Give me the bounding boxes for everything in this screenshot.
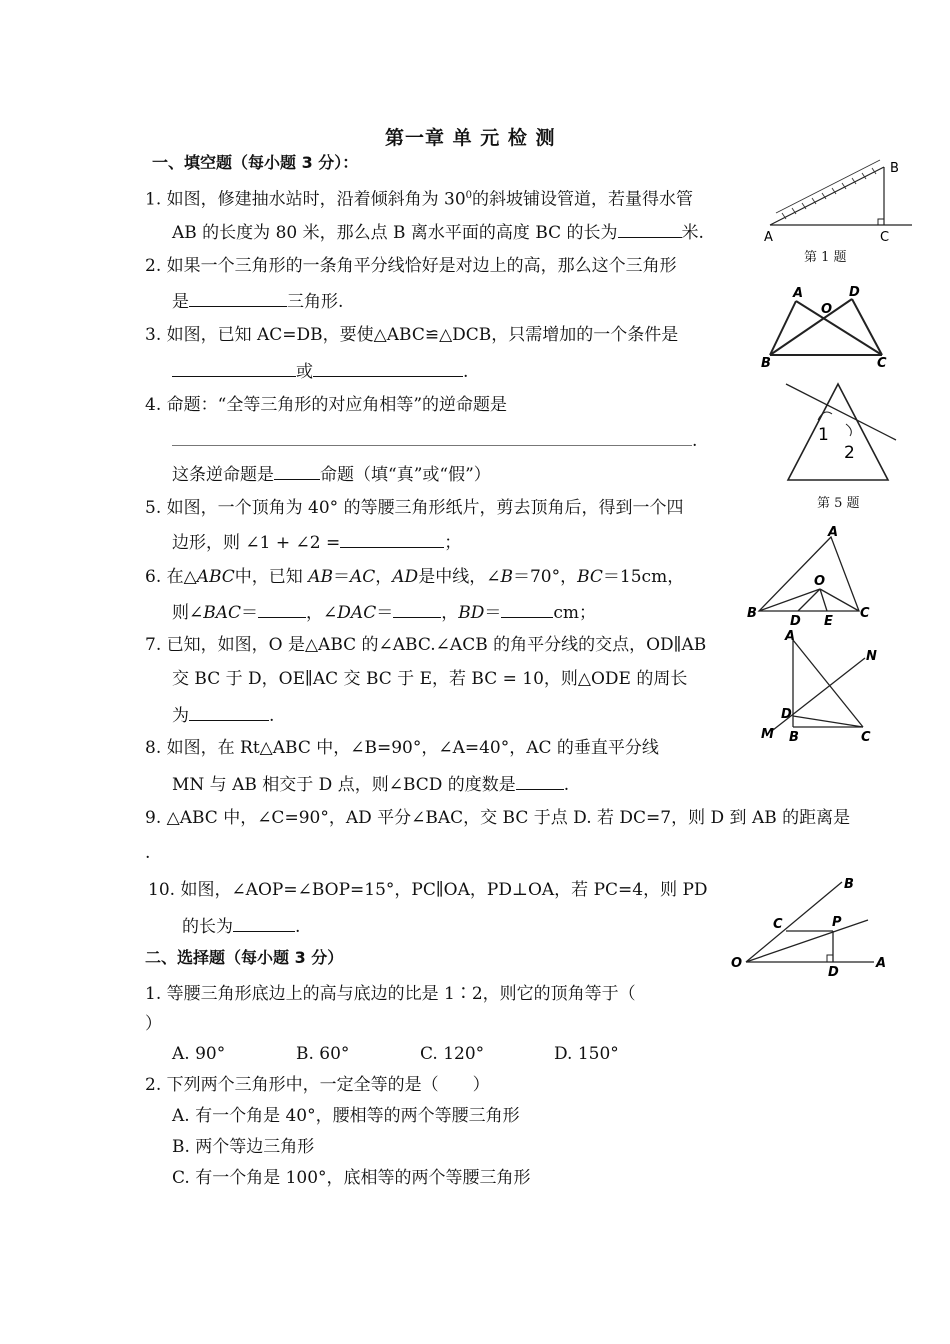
fig6-label-d: D xyxy=(828,965,839,980)
question-4-line-2: . xyxy=(172,429,697,451)
figure-5-perpendicular-bisector xyxy=(755,630,890,748)
fig6-label-c: C xyxy=(773,917,783,932)
fig5-label-b: B xyxy=(789,730,799,745)
question-10-line-1: 10. 如图，∠AOP=∠BOP=15°，PC∥OA，PD⊥OA，若 PC=4，则 PD xyxy=(148,880,708,900)
question-7-line-3: 为 . xyxy=(172,706,275,726)
question-1-line-2: AB 的长度为 80 米，那么点 B 离水平面的高度 BC 的长为 米. xyxy=(172,223,704,243)
fig4-label-c: C xyxy=(860,606,870,621)
question-5-line-1: 5. 如图，一个顶角为 40° 的等腰三角形纸片，剪去顶角后，得到一个四 xyxy=(145,498,684,518)
figure-3-cut-triangle xyxy=(780,378,900,488)
question-2-line-1: 2. 如果一个三角形的一条角平分线恰好是对边上的高，那么这个三角形 xyxy=(145,256,677,276)
fig4-label-o: O xyxy=(814,574,826,589)
question-9-line-1: 9. △ABC 中，∠C=90°，AD 平分∠BAC，交 BC 于点 D. 若 DC=7，则 D 到 AB 的距离是 xyxy=(145,808,851,828)
choice-1-stem: 1. 等腰三角形底边上的高与底边的比是 1∶2，则它的顶角等于（ xyxy=(145,984,636,1004)
fig4-label-b: B xyxy=(747,606,757,621)
question-4-line-1: 4. 命题：“全等三角形的对应角相等”的逆命题是 xyxy=(145,395,508,415)
fig4-label-d: D xyxy=(790,614,801,629)
fig6-label-p: P xyxy=(832,915,842,930)
fig5-label-a: A xyxy=(785,629,796,644)
figure-6-angle-bisector xyxy=(728,872,893,982)
fig6-label-a: A xyxy=(876,956,887,971)
answer-blank[interactable] xyxy=(313,360,463,377)
fig2-label-b: B xyxy=(761,356,771,371)
answer-blank[interactable] xyxy=(340,531,444,548)
choice-1-option-d[interactable]: D. 150° xyxy=(554,1044,619,1064)
section-fill-in-heading: 一、填空题（每小题 3 分）： xyxy=(152,153,359,172)
fig5-label-c: C xyxy=(861,730,871,745)
question-7-line-2: 交 BC 于 D，OE∥AC 交 BC 于 E，若 BC = 10，则△ODE 的周长 xyxy=(172,669,688,689)
answer-blank[interactable] xyxy=(172,360,296,377)
fig2-label-d: D xyxy=(849,285,860,300)
choice-1-option-a[interactable]: A. 90° xyxy=(172,1044,226,1064)
choice-1-option-b[interactable]: B. 60° xyxy=(296,1044,350,1064)
figure-3-caption: 第 5 题 xyxy=(817,496,860,511)
figure-2-triangles xyxy=(760,285,895,370)
fig3-label-2: 2 xyxy=(844,443,855,463)
answer-blank[interactable] xyxy=(258,601,306,618)
question-3-line-1: 3. 如图，已知 AC=DB，要使△ABC≌△DCB，只需增加的一个条件是 xyxy=(145,325,679,345)
figure-4-bisectors xyxy=(745,525,880,630)
answer-blank[interactable] xyxy=(189,290,287,307)
choice-2-stem: 2. 下列两个三角形中，一定全等的是（ ） xyxy=(145,1075,490,1095)
fig6-label-o: O xyxy=(731,956,743,971)
section-choice-heading: 二、选择题（每小题 3 分） xyxy=(145,948,344,967)
fig3-label-1: 1 xyxy=(818,425,829,445)
choice-1-stem-end: ） xyxy=(145,1014,162,1034)
page-title: 第一章 单 元 检 测 xyxy=(385,127,556,149)
question-7-line-1: 7. 已知，如图，O 是△ABC 的∠ABC.∠ACB 的角平分线的交点，OD∥AB xyxy=(145,635,707,655)
question-5-line-2: 边形，则 ∠1 + ∠2 = ； xyxy=(172,533,462,553)
question-1-line-1: 1. 如图，修建抽水站时，沿着倾斜角为 $30^0$的斜坡铺设管道，若量得水管 xyxy=(145,189,694,210)
question-6-line-2: 则∠BAC＝ ，∠DAC＝ ，BD＝ cm； xyxy=(172,603,596,623)
answer-blank[interactable] xyxy=(618,221,682,238)
question-10-line-2: 的长为 . xyxy=(182,917,301,937)
answer-blank[interactable] xyxy=(233,915,295,932)
question-2-line-2: 是 三角形. xyxy=(172,292,344,312)
choice-2-option-b[interactable]: B. 两个等边三角形 xyxy=(172,1137,315,1157)
choice-2-option-a[interactable]: A. 有一个角是 40°，腰相等的两个等腰三角形 xyxy=(172,1106,520,1126)
fig6-label-b: B xyxy=(844,877,854,892)
answer-blank[interactable] xyxy=(393,601,441,618)
answer-blank[interactable] xyxy=(516,773,564,790)
fig5-label-d: D xyxy=(781,707,792,722)
answer-blank[interactable] xyxy=(501,601,553,618)
fig1-label-b: B xyxy=(890,161,899,176)
question-4-line-3: 这条逆命题是 命题（填“真”或“假”） xyxy=(172,465,491,485)
question-6-line-1: 6. 在△ABC中，已知 AB＝AC，AD是中线，∠B＝70°，BC＝15cm， xyxy=(145,567,685,587)
question-9-line-2: . xyxy=(145,843,151,863)
fig1-label-c: C xyxy=(880,230,890,245)
answer-blank[interactable] xyxy=(189,704,269,721)
figure-1-caption: 第 1 题 xyxy=(804,250,847,265)
fig1-label-a: A xyxy=(764,230,773,245)
fig5-label-n: N xyxy=(866,649,877,664)
answer-blank[interactable] xyxy=(172,429,692,446)
question-8-line-2: MN 与 AB 相交于 D 点，则∠BCD 的度数是 . xyxy=(172,775,570,795)
answer-blank[interactable] xyxy=(274,463,320,480)
fig2-label-c: C xyxy=(877,356,887,371)
choice-2-option-c[interactable]: C. 有一个角是 100°，底相等的两个等腰三角形 xyxy=(172,1168,531,1188)
fig4-label-e: E xyxy=(824,614,833,629)
fig4-label-a: A xyxy=(828,525,839,540)
fig2-label-o: O xyxy=(821,302,833,317)
question-8-line-1: 8. 如图，在 Rt△ABC 中，∠B=90°，∠A=40°，AC 的垂直平分线 xyxy=(145,738,659,758)
question-3-line-2: 或 . xyxy=(172,360,468,382)
fig5-label-m: M xyxy=(761,727,774,742)
choice-1-option-c[interactable]: C. 120° xyxy=(420,1044,485,1064)
fig2-label-a: A xyxy=(793,286,804,301)
